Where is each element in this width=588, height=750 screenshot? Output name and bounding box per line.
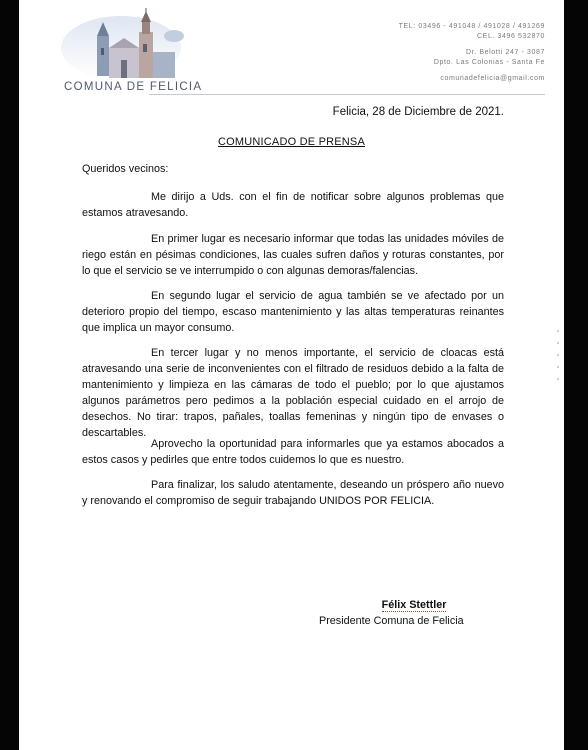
paragraph-4 [82, 345, 504, 441]
paragraph-2-text: En primer lugar es necesario informar que todas las unidades móviles de riego están en pésimas condiciones, las cuales sufren daños y roturas constantes, por lo que el servicio se ve interrumpido o con algunas demoras/falencias. [82, 233, 504, 277]
signature-block [319, 597, 499, 629]
paragraph-1-text: Me dirijo a Uds. con el fin de notificar sobre algunos problemas que estamos atravesando. [82, 191, 504, 219]
paragraph-3 [82, 288, 504, 336]
paragraph-5 [82, 436, 504, 468]
paragraph-1 [82, 189, 504, 221]
paragraph-4-text: En tercer lugar y no menos importante, el servicio de cloacas está atravesando una serie de inconvenientes con el filtrado de residuos debido a la falta de mantenimiento y limpieza en las cámaras de todo el pueblo; por lo que ajustamos algunos parámetros pero pedimos a la población especial cuidado en el arrojo de desechos. No tirar: trapos, pañales, toallas femeninas y ningún tipo de envases o descartables. [82, 347, 504, 439]
edge-dots [557, 330, 560, 390]
paragraph-6-text: Para finalizar, los saludo atentamente, deseando un próspero año nuevo y renovando el compromiso de seguir trabajando UNIDOS POR FELICIA. [82, 479, 504, 507]
document-page [19, 0, 564, 750]
paragraph-6 [82, 477, 504, 509]
contact-cell: CEL. 3496 532870 [477, 33, 545, 40]
contact-location: Dpto. Las Colonias - Santa Fe [433, 59, 545, 66]
paragraph-3-text: En segundo lugar el servicio de agua también se ve afectado por un deterioro propio del tiempo, escaso mantenimiento y las altas temperaturas reinantes que implica un mayor consumo. [82, 290, 504, 334]
contact-phone: TEL: 03496 - 491048 / 491028 / 491269 [398, 23, 545, 30]
document-date: Felicia, 28 de Diciembre de 2021. [332, 106, 504, 118]
church-illustration [59, 8, 199, 83]
greeting: Queridos vecinos: [82, 163, 169, 175]
header-divider [149, 94, 545, 95]
signature-role: Presidente Comuna de Felicia [319, 615, 464, 627]
document-title: COMUNICADO DE PRENSA [217, 136, 366, 148]
comuna-logo [59, 8, 203, 93]
paragraph-2 [82, 231, 504, 279]
logo-text: COMUNA DE FELICIA [64, 81, 203, 93]
contact-block [365, 22, 545, 84]
contact-address: Dr. Belotti 247 - 3087 [466, 49, 545, 56]
contact-email: comunadefelicia@gmail.com [440, 75, 545, 82]
signature-name: Félix Stettler [381, 599, 447, 611]
paragraph-5-text: Aprovecho la oportunidad para informarles que ya estamos abocados a estos casos y pedirles que entre todos cuidemos lo que es nuestro. [82, 438, 504, 466]
